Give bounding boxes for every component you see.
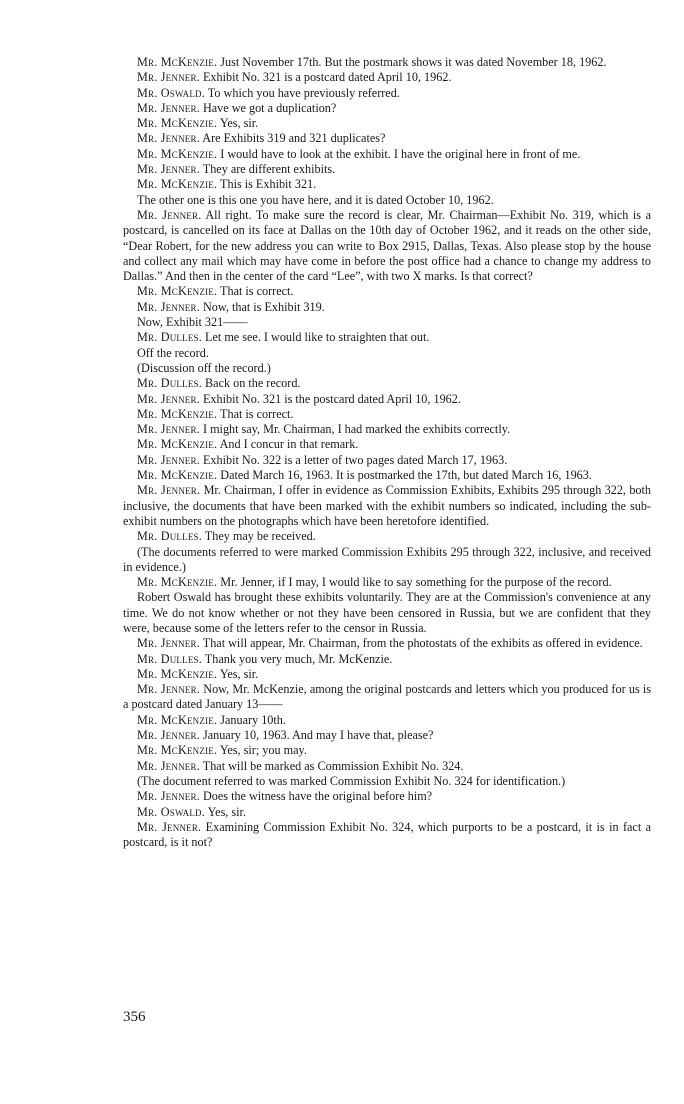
transcript-paragraph: [123, 468, 651, 483]
paragraph-text: Dated March 16, 1963. It is postmarked the 17th, but dated March 16, 1963.: [217, 468, 592, 483]
speaker-name: Mr. Jenner.: [137, 131, 200, 146]
paragraph-text: Now, that is Exhibit 319.: [199, 299, 325, 314]
transcript-paragraph: [123, 208, 651, 284]
transcript-paragraph: [123, 193, 651, 208]
paragraph-text: Now, Exhibit 321——: [137, 315, 248, 330]
speaker-name: Mr. Jenner.: [137, 391, 200, 406]
speaker-name: Mr. McKenzie.: [137, 406, 218, 421]
transcript-paragraph: [123, 116, 651, 131]
speaker-name: Mr. Jenner.: [137, 483, 201, 498]
transcript-paragraph: [123, 70, 651, 85]
paragraph-text: Exhibit No. 322 is a letter of two pages dated March 17, 1963.: [199, 452, 508, 467]
paragraph-text: Does the witness have the original before him?: [199, 789, 433, 804]
transcript-paragraph: [123, 728, 651, 743]
transcript-paragraph: [123, 330, 651, 345]
transcript-paragraph: [123, 652, 651, 667]
speaker-name: Mr. Dulles.: [137, 330, 202, 345]
speaker-name: Mr. Jenner.: [137, 422, 200, 437]
paragraph-text: To which you have previously referred.: [204, 85, 400, 100]
paragraph-text: Yes, sir.: [204, 804, 246, 819]
transcript-paragraph: [123, 177, 651, 192]
transcript-paragraph: [123, 789, 651, 804]
paragraph-text: Exhibit No. 321 is the postcard dated April 10, 1962.: [199, 391, 461, 406]
speaker-name: Mr. Oswald.: [137, 85, 205, 100]
speaker-name: Mr. Dulles.: [137, 529, 202, 544]
transcript-paragraph: [123, 162, 651, 177]
speaker-name: Mr. McKenzie.: [137, 468, 218, 483]
paragraph-text: The other one is this one you have here, and it is dated October 10, 1962.: [137, 192, 494, 207]
paragraph-text: Yes, sir.: [217, 666, 259, 681]
transcript-paragraph: [123, 545, 651, 576]
speaker-name: Mr. Jenner.: [137, 207, 202, 222]
paragraph-text: (Discussion off the record.): [137, 360, 271, 375]
speaker-name: Mr. Jenner.: [137, 162, 200, 177]
transcript-paragraph: [123, 820, 651, 851]
paragraph-text: Have we got a duplication?: [199, 100, 337, 115]
paragraph-text: Are Exhibits 319 and 321 duplicates?: [199, 131, 386, 146]
transcript-paragraph: [123, 131, 651, 146]
speaker-name: Mr. Jenner.: [137, 636, 200, 651]
paragraph-text: Back on the record.: [201, 376, 301, 391]
speaker-name: Mr. McKenzie.: [137, 177, 218, 192]
speaker-name: Mr. Dulles.: [137, 651, 202, 666]
speaker-name: Mr. Jenner.: [137, 70, 200, 85]
paragraph-text: That is correct.: [217, 284, 294, 299]
transcript-paragraph: [123, 422, 651, 437]
transcript-paragraph: [123, 774, 651, 789]
transcript-paragraph: [123, 483, 651, 529]
paragraph-text: Yes, sir; you may.: [217, 743, 307, 758]
paragraph-text: All right. To make sure the record is clear, Mr. Chairman—Exhibit No. 319, which is a postcard, is cancelled on its face at Dallas on the 10th day of October 1962, and it reads on the other side, “Dear Robert, for the new address you can write to Box 2915, Dallas, Texas. Also please stop by the house and collect any mail which may have come in before the post office had a chance to change my address to Dallas.” And then in the center of the card “Lee”, with two X marks. Is that correct?: [123, 207, 652, 284]
speaker-name: Mr. Dulles.: [137, 376, 202, 391]
paragraph-text: Now, Mr. McKenzie, among the original postcards and letters which you produced for us is a postcard dated January 13——: [123, 682, 652, 712]
speaker-name: Mr. Jenner.: [137, 789, 200, 804]
transcript-body: [123, 55, 651, 850]
speaker-name: Mr. McKenzie.: [137, 712, 218, 727]
transcript-paragraph: [123, 86, 651, 101]
paragraph-text: Off the record.: [137, 345, 209, 360]
speaker-name: Mr. Jenner.: [137, 758, 200, 773]
transcript-paragraph: [123, 300, 651, 315]
transcript-paragraph: [123, 407, 651, 422]
paragraph-text: Exhibit No. 321 is a postcard dated April 10, 1962.: [199, 70, 452, 85]
transcript-paragraph: [123, 575, 651, 590]
paragraph-text: That will appear, Mr. Chairman, from the photostats of the exhibits as offered in evidence.: [199, 636, 643, 651]
paragraph-text: Mr. Jenner, if I may, I would like to say something for the purpose of the record.: [217, 575, 612, 590]
speaker-name: Mr. McKenzie.: [137, 437, 218, 452]
paragraph-text: This is Exhibit 321.: [217, 177, 317, 192]
speaker-name: Mr. McKenzie.: [137, 116, 218, 131]
paragraph-text: Let me see. I would like to straighten that out.: [201, 330, 430, 345]
speaker-name: Mr. Jenner.: [137, 819, 202, 834]
paragraph-text: They may be received.: [201, 529, 316, 544]
speaker-name: Mr. McKenzie.: [137, 743, 218, 758]
paragraph-text: (The documents referred to were marked Commission Exhibits 295 through 322, inclusive, and received in evidence.): [123, 544, 651, 574]
transcript-paragraph: [123, 437, 651, 452]
speaker-name: Mr. Jenner.: [137, 452, 200, 467]
transcript-paragraph: [123, 667, 651, 682]
paragraph-text: And I concur in that remark.: [217, 437, 359, 452]
paragraph-text: Robert Oswald has brought these exhibits voluntarily. They are at the Commission's convenience at any time. We do not know whether or not they have been censored in Russia, but we are confident that they were, because some of the letters refer to the censor in Russia.: [123, 590, 651, 635]
transcript-paragraph: [123, 55, 651, 70]
paragraph-text: I would have to look at the exhibit. I have the original here in front of me.: [217, 146, 581, 161]
paragraph-text: January 10th.: [217, 712, 286, 727]
paragraph-text: Mr. Chairman, I offer in evidence as Commission Exhibits, Exhibits 295 through 322, both inclusive, the documents that have been marked with the exhibit numbers so indicated, including the sub-exhibit numbers on the photographs which have been heretofore identified.: [123, 483, 651, 528]
transcript-paragraph: [123, 284, 651, 299]
speaker-name: Mr. Jenner.: [137, 682, 201, 697]
transcript-paragraph: [123, 346, 651, 361]
speaker-name: Mr. McKenzie.: [137, 666, 218, 681]
transcript-paragraph: [123, 759, 651, 774]
transcript-paragraph: [123, 805, 651, 820]
speaker-name: Mr. McKenzie.: [137, 146, 218, 161]
paragraph-text: I might say, Mr. Chairman, I had marked the exhibits correctly.: [199, 422, 511, 437]
speaker-name: Mr. Oswald.: [137, 804, 205, 819]
page-number: 356: [123, 1009, 146, 1025]
transcript-paragraph: [123, 315, 651, 330]
transcript-paragraph: [123, 590, 651, 636]
transcript-paragraph: [123, 529, 651, 544]
transcript-paragraph: [123, 101, 651, 116]
speaker-name: Mr. McKenzie.: [137, 284, 218, 299]
paragraph-text: Thank you very much, Mr. McKenzie.: [201, 651, 393, 666]
transcript-paragraph: [123, 636, 651, 651]
transcript-paragraph: [123, 392, 651, 407]
paragraph-text: Yes, sir.: [217, 116, 259, 131]
paragraph-text: January 10, 1963. And may I have that, please?: [199, 728, 434, 743]
transcript-paragraph: [123, 147, 651, 162]
speaker-name: Mr. Jenner.: [137, 299, 200, 314]
paragraph-text: They are different exhibits.: [199, 162, 336, 177]
paragraph-text: Examining Commission Exhibit No. 324, which purports to be a postcard, it is in fact a postcard, is it not?: [123, 819, 652, 850]
speaker-name: Mr. McKenzie.: [137, 55, 218, 69]
speaker-name: Mr. McKenzie.: [137, 575, 218, 590]
paragraph-text: That will be marked as Commission Exhibit No. 324.: [199, 758, 464, 773]
transcript-paragraph: [123, 682, 651, 713]
paragraph-text: That is correct.: [217, 406, 294, 421]
transcript-paragraph: [123, 453, 651, 468]
speaker-name: Mr. Jenner.: [137, 100, 200, 115]
transcript-paragraph: [123, 376, 651, 391]
transcript-paragraph: [123, 713, 651, 728]
paragraph-text: (The document referred to was marked Commission Exhibit No. 324 for identification.): [137, 773, 566, 788]
speaker-name: Mr. Jenner.: [137, 728, 200, 743]
transcript-paragraph: [123, 743, 651, 758]
paragraph-text: Just November 17th. But the postmark shows it was dated November 18, 1962.: [217, 55, 607, 69]
transcript-paragraph: [123, 361, 651, 376]
